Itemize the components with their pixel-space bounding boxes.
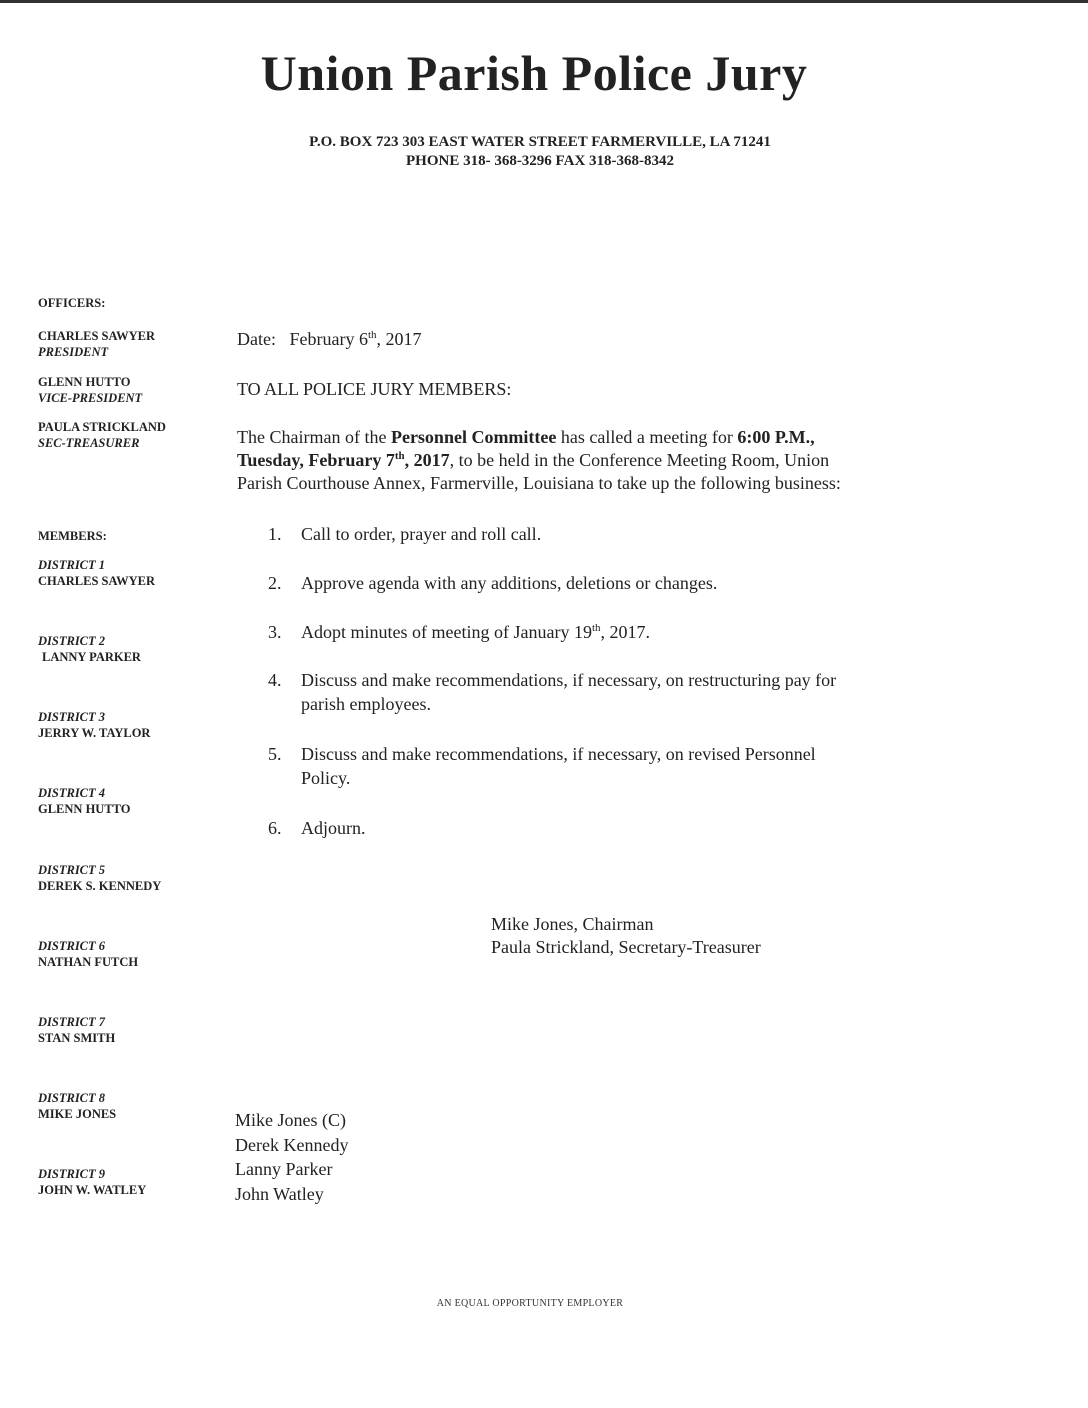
- member-name: JOHN W. WATLEY: [38, 1183, 147, 1197]
- district-label: DISTRICT 9: [38, 1167, 106, 1181]
- committee-member: Lanny Parker: [235, 1159, 333, 1179]
- agenda-text-line: Policy.: [301, 768, 351, 788]
- para-text: The Chairman of the: [237, 427, 391, 447]
- agenda-text: [301, 742, 948, 790]
- meeting-day: [237, 450, 450, 470]
- member-district-6: [38, 938, 138, 970]
- meeting-day-suffix: th: [394, 450, 405, 462]
- agenda-item: [268, 571, 948, 595]
- agenda-number: 5.: [268, 744, 282, 764]
- member-district-7: [38, 1014, 115, 1046]
- agenda-number: 3.: [268, 622, 282, 642]
- district-label: DISTRICT 5: [38, 863, 106, 877]
- meeting-paragraph: [237, 426, 977, 495]
- committee-name: Personnel Committee: [390, 427, 557, 447]
- agenda-item: [268, 816, 948, 840]
- district-label: DISTRICT 4: [38, 786, 106, 800]
- member-district-3: [38, 709, 150, 741]
- para-text: has called a meeting for: [556, 427, 738, 447]
- committee-member: Derek Kennedy: [235, 1134, 349, 1155]
- member-name: STAN SMITH: [38, 1031, 116, 1045]
- officer-vice-president: [38, 374, 142, 406]
- letterhead-address: P.O. BOX 723 303 EAST WATER STREET FARMERVILLE, LA 71241: [309, 134, 771, 150]
- district-label: DISTRICT 7: [38, 1015, 106, 1029]
- signature-block: [491, 913, 761, 959]
- agenda-number: 1.: [268, 524, 282, 544]
- page-top-edge: [0, 0, 1088, 3]
- officer-title: SEC-TREASURER: [38, 436, 140, 450]
- member-district-1: [38, 557, 155, 589]
- agenda-text-tail: , 2017.: [600, 622, 651, 642]
- officer-title: VICE-PRESIDENT: [38, 391, 143, 405]
- district-label: DISTRICT 8: [38, 1091, 106, 1105]
- agenda-text: [301, 668, 948, 716]
- agenda-item: [268, 668, 948, 716]
- committee-member: John Watley: [235, 1183, 324, 1204]
- agenda-text-main: Adopt minutes of meeting of January 19: [301, 622, 592, 642]
- officer-president: [38, 328, 155, 360]
- footer-eoe: AN EQUAL OPPORTUNITY EMPLOYER: [436, 1298, 624, 1309]
- signature-secretary: Paula Strickland, Secretary-Treasurer: [491, 937, 761, 957]
- member-district-4: [38, 785, 131, 817]
- meeting-year: , 2017: [404, 450, 450, 470]
- member-name: MIKE JONES: [38, 1107, 117, 1121]
- officer-name: CHARLES SAWYER: [38, 329, 156, 343]
- district-label: DISTRICT 1: [38, 558, 106, 572]
- agenda-number: 4.: [268, 670, 282, 690]
- agenda-number: 2.: [268, 573, 282, 593]
- date-value: February 6: [289, 329, 368, 349]
- committee-member-list: [235, 1108, 348, 1206]
- agenda-item: [268, 742, 948, 790]
- agenda-text: Call to order, prayer and roll call.: [301, 524, 542, 544]
- date-suffix: th: [367, 329, 377, 341]
- committee-member: Mike Jones (C): [235, 1110, 346, 1130]
- member-name: LANNY PARKER: [42, 650, 141, 664]
- meeting-day-text: Tuesday, February 7: [237, 450, 395, 470]
- member-name: DEREK S. KENNEDY: [38, 879, 162, 893]
- agenda-text: Approve agenda with any additions, deletions or changes.: [301, 573, 718, 593]
- date-year: , 2017: [376, 329, 422, 349]
- members-header: MEMBERS:: [38, 529, 107, 543]
- letterhead-phone-fax: PHONE 318- 368-3296 FAX 318-368-8342: [405, 153, 675, 169]
- agenda-number: 6.: [268, 818, 282, 838]
- district-label: DISTRICT 6: [38, 939, 106, 953]
- agenda-item: [268, 522, 948, 546]
- agenda-text-line: Discuss and make recommendations, if necessary, on restructuring pay for: [301, 670, 837, 690]
- letter-date: [237, 328, 422, 351]
- member-district-2: [38, 633, 141, 665]
- agenda-text-suffix: th: [591, 622, 601, 634]
- agenda-text-line: Discuss and make recommendations, if necessary, on revised Personnel: [301, 744, 816, 764]
- officer-sec-treasurer: [38, 419, 166, 451]
- signature-chairman: Mike Jones, Chairman: [491, 914, 654, 934]
- officer-name: PAULA STRICKLAND: [38, 420, 166, 434]
- agenda-text-line: parish employees.: [301, 694, 431, 714]
- agenda-text: Adjourn.: [301, 818, 366, 838]
- district-label: DISTRICT 2: [38, 634, 106, 648]
- member-district-8: [38, 1090, 116, 1122]
- member-district-9: [38, 1166, 146, 1198]
- date-label: Date:: [237, 329, 276, 349]
- letterhead-title: Union Parish Police Jury: [260, 45, 808, 101]
- officer-name: GLENN HUTTO: [38, 375, 131, 389]
- agenda-item: [268, 620, 948, 644]
- meeting-time: 6:00 P.M.,: [737, 427, 815, 447]
- member-name: CHARLES SAWYER: [38, 574, 156, 588]
- agenda-text: [301, 620, 948, 644]
- member-district-5: [38, 862, 161, 894]
- salutation: TO ALL POLICE JURY MEMBERS:: [237, 379, 512, 399]
- district-label: DISTRICT 3: [38, 710, 106, 724]
- officers-header: OFFICERS:: [38, 296, 106, 310]
- para-text: Parish Courthouse Annex, Farmerville, Louisiana to take up the following business:: [237, 473, 841, 493]
- officer-title: PRESIDENT: [38, 345, 109, 359]
- para-text: , to be held in the Conference Meeting Room, Union: [449, 450, 830, 470]
- member-name: NATHAN FUTCH: [38, 955, 139, 969]
- member-name: JERRY W. TAYLOR: [38, 726, 151, 740]
- member-name: GLENN HUTTO: [38, 802, 131, 816]
